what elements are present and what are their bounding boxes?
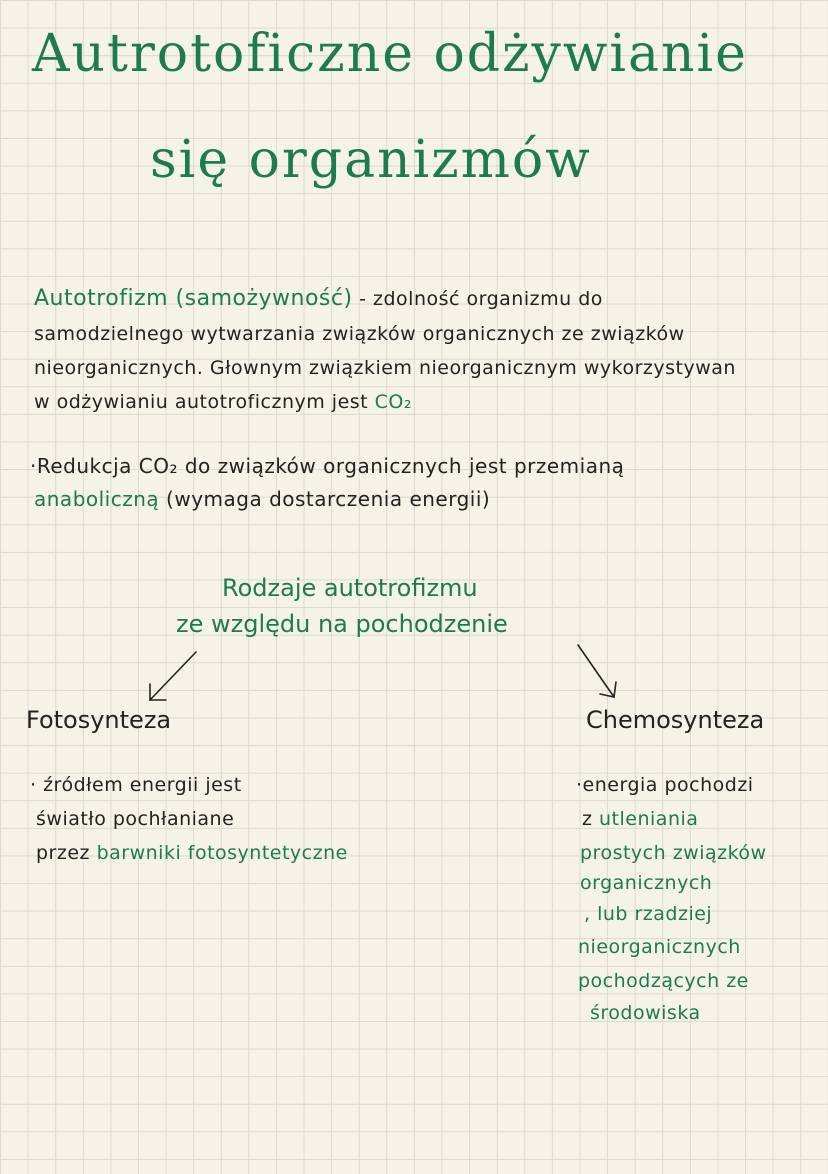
fotosynteza-line3-pre: przez	[36, 842, 97, 864]
co2-label: CO₂	[374, 391, 412, 413]
barwniki-term: barwniki fotosyntetyczne	[96, 842, 348, 864]
chemosynteza-line4: organicznych	[580, 872, 713, 894]
fotosynteza-line2: światło pochłaniane	[36, 808, 235, 830]
fotosynteza-line3	[36, 842, 348, 864]
reduction-line1: ·Redukcja CO₂ do związków organicznych jest przemianą	[30, 454, 625, 478]
chemosynteza-line2	[582, 808, 698, 830]
page-title-line1: Autrotoficzne odżywianie	[32, 24, 748, 84]
chemosynteza-line1: ·energia pochodzi	[576, 774, 754, 796]
reduction-line2-rest: (wymaga dostarczenia energii)	[159, 487, 491, 511]
chemosynteza-line3: prostych związków	[580, 842, 767, 864]
chemosynteza-line8: środowiska	[590, 1002, 701, 1024]
arrow-left	[150, 652, 196, 700]
fotosynteza-line1: · źródłem energii jest	[30, 774, 242, 796]
chemosynteza-heading: Chemosynteza	[586, 706, 765, 734]
page-title-line2: się organizmów	[150, 130, 592, 190]
chemosynteza-line6: nieorganicznych	[578, 936, 741, 958]
chemosynteza-line2-pre: z	[582, 808, 600, 830]
definition-line1-rest: - zdolność organizmu do	[352, 288, 603, 310]
anaboliczna-term: anaboliczną	[34, 487, 160, 511]
types-header-line1: Rodzaje autotrofizmu	[222, 574, 478, 602]
chemosynteza-line5: , lub rzadziej	[584, 903, 713, 925]
definition-line3: nieorganicznych. Głownym związkiem nieorganicznym wykorzystywan	[34, 357, 736, 379]
definition-line4-text: w odżywianiu autotroficznym jest	[34, 391, 375, 413]
autotrofizm-term: Autotrofizm (samożywność)	[34, 286, 353, 311]
chemosynteza-line7: pochodzących ze	[578, 970, 749, 992]
types-header-line2: ze względu na pochodzenie	[176, 610, 508, 638]
definition-line2: samodzielnego wytwarzania związków organicznych ze związków	[34, 323, 685, 345]
arrow-right	[578, 645, 614, 697]
fotosynteza-heading: Fotosynteza	[26, 706, 172, 734]
utleniania-term: utleniania	[599, 808, 699, 830]
